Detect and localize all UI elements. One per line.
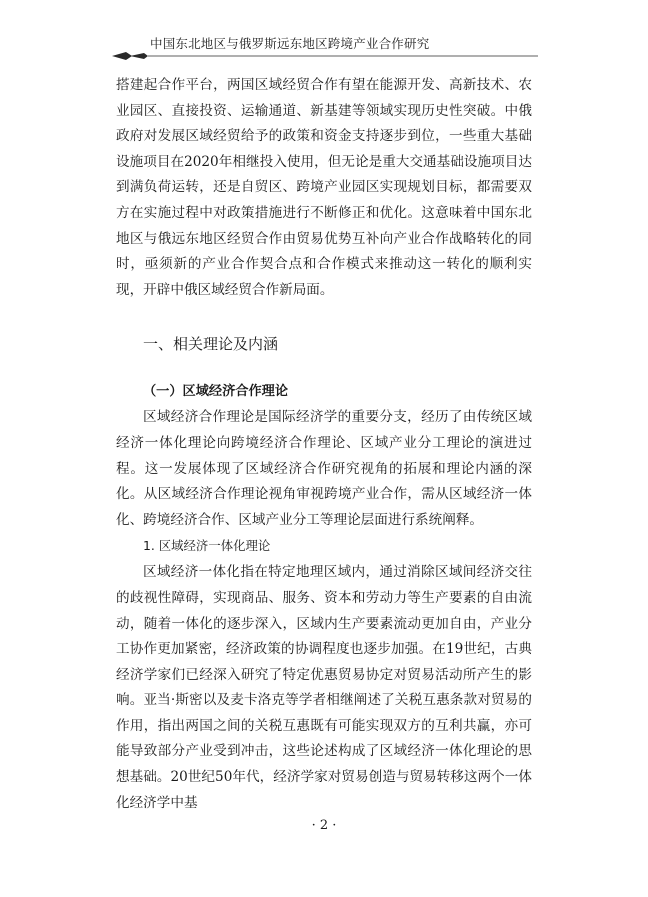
header-rule-ornament-icon bbox=[110, 50, 540, 62]
running-header bbox=[0, 30, 648, 70]
page-number: · 2 · bbox=[311, 818, 337, 833]
page-body bbox=[116, 70, 532, 816]
body-paragraph-intro: 搭建起合作平台，两国区域经贸合作有望在能源开发、高新技术、农业园区、直接投资、运输通道、新基建等领域实现历史性突破。中俄政府对发展区域经贸给予的政策和资金支持逐步到位，一些重大基础设施项目在2020年相继投入使用，但无论是重大交通基础设施项目达到满负荷运转，还是自贸区、跨境产业园区实现规划目标，都需要双方在实施过程中对政策措施进行不断修正和优化。这意味着中国东北地区与俄远东地区经贸合作由贸易优势互补向产业合作战略转化的同时，亟须新的产业合作契合点和合作模式来推动这一转化的顺利实现，开辟中俄区域经贸合作新局面。 bbox=[116, 77, 532, 298]
body-paragraph-theory: 区域经济合作理论是国际经济学的重要分支，经历了由传统区域经济一体化理论向跨境经济合作理论、区域产业分工理论的演进过程。这一发展体现了区域经济合作研究视角的拓展和理论内涵的深化。从区域经济合作理论视角审视跨境产业合作，需从区域经济一体化、跨境经济合作、区域产业分工等理论层面进行系统阐释。 bbox=[116, 409, 532, 528]
body-paragraph-integration: 区域经济一体化指在特定地理区域内，通过消除区域间经济交往的歧视性障碍，实现商品、服务、资本和劳动力等生产要素的自由流动，随着一体化的逐步深入，区域内生产要素流动更加自由，产业分工协作更加紧密，经济政策的协调程度也逐步加强。在19世纪，古典经济学家们已经深入研究了特定优惠贸易协定对贸易活动所产生的影响。亚当·斯密以及麦卡洛克等学者相继阐述了关税互惠条款对贸易的作用，指出两国之间的关税互惠既有可能实现双方的互利共赢，亦可能导致部分产业受到冲击，这些论述构成了区域经济一体化理论的思想基础。20世纪50年代，经济学家对贸易创造与贸易转移这两个一体化经济学中基 bbox=[116, 564, 532, 811]
header-title: 中国东北地区与俄罗斯远东地区跨境产业合作研究 bbox=[150, 36, 430, 51]
section-heading: 一、相关理论及内涵 bbox=[143, 335, 279, 354]
sub-subsection-heading: 1. 区域经济一体化理论 bbox=[143, 538, 271, 554]
subsection-heading: （一）区域经济合作理论 bbox=[143, 384, 289, 400]
